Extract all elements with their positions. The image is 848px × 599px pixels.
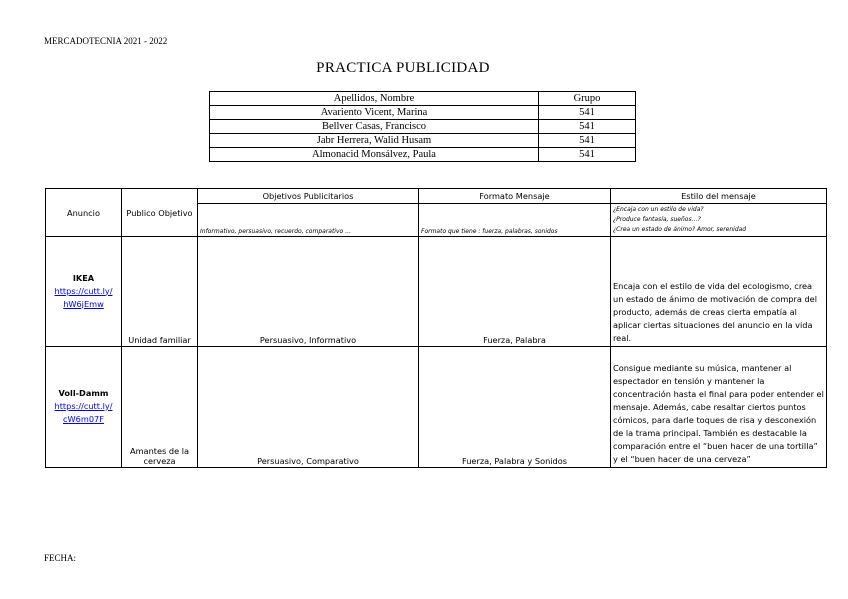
ad-cell-ikea xyxy=(46,237,122,347)
fecha-label: FECHA: xyxy=(44,553,77,563)
ad-name: Voll-Damm xyxy=(58,388,109,398)
course-header: MERCADOTECNIA 2021 - 2022 xyxy=(44,36,168,46)
estilo-value: Encaja con el estilo de vida del ecologismo, crea un estado de ánimo de motivación de compra del producto, además de creas cierta empatía al aplicar ciertas situaciones del anuncio en la vida real. xyxy=(611,237,827,347)
analysis-table xyxy=(45,188,827,468)
ad-cell-voll-damm xyxy=(46,347,122,468)
objetivos-value: Persuasivo, Comparativo xyxy=(198,347,419,468)
members-table xyxy=(209,91,636,162)
table-row xyxy=(46,347,827,468)
member-name: Avariento Vicent, Marina xyxy=(210,106,539,120)
table-row xyxy=(210,120,636,134)
objetivos-value: Persuasivo, Informativo xyxy=(198,237,419,347)
formato-value: Fuerza, Palabra xyxy=(419,237,611,347)
header-formato: Formato Mensaje xyxy=(419,189,611,204)
member-group: 541 xyxy=(539,148,636,162)
member-name: Jabr Herrera, Walid Husam xyxy=(210,134,539,148)
formato-value: Fuerza, Palabra y Sonidos xyxy=(419,347,611,468)
members-header-group: Grupo xyxy=(539,92,636,106)
publico-objetivo: Unidad familiar xyxy=(122,237,198,347)
ad-name: IKEA xyxy=(72,272,95,283)
subheader-objetivos: Informativo, persuasivo, recuerdo, comparativo … xyxy=(198,204,419,237)
estilo-question: ¿Crea un estado de ánimo? Amor, serenidad xyxy=(613,226,747,233)
member-name: Almonacid Monsálvez, Paula xyxy=(210,148,539,162)
header-objetivos: Objetivos Publicitarios xyxy=(198,189,419,204)
table-row xyxy=(210,148,636,162)
members-header-name: Apellidos, Nombre xyxy=(210,92,539,106)
table-row xyxy=(210,106,636,120)
ad-link[interactable]: https://cutt.ly/ cW6m07F xyxy=(54,401,113,424)
table-row xyxy=(46,237,827,347)
members-header-row xyxy=(210,92,636,106)
member-group: 541 xyxy=(539,106,636,120)
header-publico: Publico Objetivo xyxy=(122,189,198,237)
member-group: 541 xyxy=(539,134,636,148)
subheader-formato: Formato que tiene : fuerza, palabras, sonidos xyxy=(419,204,611,237)
estilo-value: Consigue mediante su música, mantener al espectador en tensión y mantener la concentración hasta el final para poder entender el mensaje. Además, cabe resaltar ciertos puntos cómicos, para darle toques de risa y desconexión de la trama principal. También es destacable la comparación entre el “buen hacer de una tortilla” y el “buen hacer de una cerveza” xyxy=(611,347,827,468)
header-anuncio: Anuncio xyxy=(46,189,122,237)
page-title: PRACTICA PUBLICIDAD xyxy=(316,60,490,76)
table-row xyxy=(210,134,636,148)
member-group: 541 xyxy=(539,120,636,134)
header-estilo: Estilo del mensaje xyxy=(611,189,827,204)
estilo-question: ¿Encaja con un estilo de vida? xyxy=(613,206,704,213)
ad-link[interactable]: https://cutt.ly/ hW6jEmw xyxy=(54,285,113,309)
estilo-question: ¿Produce fantasía, sueños…? xyxy=(613,216,701,223)
analysis-header-row xyxy=(46,189,827,204)
subheader-estilo xyxy=(611,204,827,237)
publico-objetivo: Amantes de la cerveza xyxy=(122,347,198,468)
member-name: Bellver Casas, Francisco xyxy=(210,120,539,134)
